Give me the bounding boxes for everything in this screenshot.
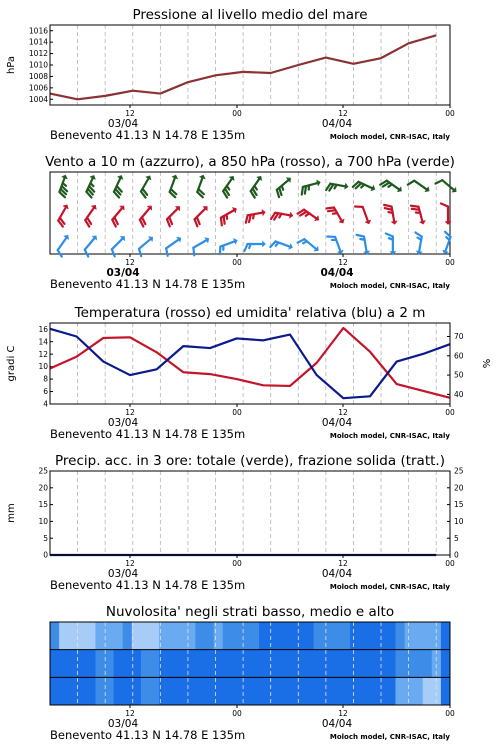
x-date-label: 04/04 [321,568,353,580]
cloud-cell [123,650,133,678]
y-axis-label: mm [6,503,17,523]
cloud-cell [377,650,387,678]
cloud-cell [95,650,105,678]
y-tick-label: 5 [43,533,48,543]
x-date-label: 04/04 [321,718,353,730]
wind-barb [298,239,319,251]
model-credit: Moloch model, CNR-ISAC, Italy [329,432,450,440]
wind-barb [85,205,96,226]
cloud-cell [405,622,415,650]
cloud-cell [77,650,87,678]
x-tick-label: 00 [445,258,455,267]
wind-barb [328,237,344,254]
cloud-cell [223,622,233,650]
cloud-cell [414,622,424,650]
wind-barb [270,241,292,249]
x-tick-label: 12 [125,109,135,118]
cloud-cell [50,622,60,650]
cloud-cell [223,677,233,705]
wind-barb [114,175,123,197]
cloud-cell [314,622,324,650]
cloud-cell [214,622,224,650]
wind-barb [380,181,401,192]
cloud-cell [123,622,133,650]
wind-barb [85,236,97,257]
cloud-cell [259,650,269,678]
x-date-label: 03/04 [106,267,140,279]
cloud-cell [168,622,178,650]
cloud-cell [141,622,151,650]
y-tick-label: 12 [38,349,48,359]
cloud-cell [350,622,360,650]
cloud-cell [395,677,405,705]
x-date-label: 04/04 [321,417,353,429]
cloud-cell [368,622,378,650]
cloud-cell [59,677,69,705]
cloud-cell [105,650,115,678]
cloud-cell [386,650,396,678]
wind-barb [251,176,262,197]
y-tick-label-right: 0 [454,550,459,560]
chart-title: Nuvolosita' negli strati basso, medio e alto [105,604,395,620]
cloud-cell [259,677,269,705]
cloud-cell [277,677,287,705]
wind-barb [415,232,422,254]
y-tick-label: 0 [43,550,48,560]
wind-barb [167,207,180,227]
location-footer: Benevento 41.13 N 14.78 E 135m [50,578,246,592]
chart-title: Pressione al livello medio del mare [132,7,368,23]
wind-barb [408,181,429,192]
cloud-cell [141,650,151,678]
wind-barb [223,176,234,197]
wind-barb [355,207,371,224]
wind-barb [386,234,396,255]
y-tick-label-right: 60 [454,351,464,361]
cloud-cell [295,622,305,650]
cloud-cell [305,650,315,678]
cloud-cell [59,622,69,650]
cloud-cell [341,677,351,705]
y-tick-label: 25 [38,466,48,476]
wind-barb [170,175,178,197]
wind-barb [193,238,209,256]
y-tick-label: 10 [38,517,48,526]
cloud-cell [305,677,315,705]
wind-barb [197,175,205,197]
x-tick-label: 00 [232,559,242,568]
y-tick-label: 14 [38,337,48,347]
panel-frame [50,323,450,404]
x-tick-label: 12 [338,109,348,118]
cloud-cell [177,650,187,678]
cloud-cell [250,622,260,650]
x-date-label: 03/04 [107,118,139,130]
cloud-cell [177,622,187,650]
cloud-cell [386,677,396,705]
cloud-cell [368,650,378,678]
chart-title: Temperatura (rosso) ed umidita' relativa (blu) a 2 m [74,305,426,321]
wind-barb [271,212,293,219]
x-tick-label: 00 [232,709,242,718]
wind-barb [221,208,237,226]
wind-barb [411,206,425,224]
location-footer: Benevento 41.13 N 14.78 E 135m [50,128,246,142]
x-tick-label: 00 [445,408,455,417]
wind-barb [166,237,181,256]
cloud-cell [68,622,78,650]
y-tick-label: 6 [43,387,48,397]
cloud-cell [414,650,424,678]
cloud-cell [286,650,296,678]
cloud-cell [232,677,242,705]
cloud-cell [377,622,387,650]
cloud-cell [68,677,78,705]
cloud-cell [241,650,251,678]
cloud-cell [377,677,387,705]
cloud-cell [114,677,124,705]
cloud-cell [205,677,215,705]
cloud-cell [314,650,324,678]
cloud-cell [241,677,251,705]
cloud-cell [77,677,87,705]
cloud-cell [368,677,378,705]
y-tick-label: 1008 [28,72,48,82]
wind-barb [326,208,344,224]
cloud-cell [268,650,278,678]
cloud-cell [214,650,224,678]
model-credit: Moloch model, CNR-ISAC, Italy [329,583,450,591]
cloud-cell [205,622,215,650]
y-tick-label-right: 10 [454,517,464,526]
cloud-cell [141,677,151,705]
cloud-cell [332,677,342,705]
y-tick-label: 8 [43,374,48,384]
x-tick-label: 00 [445,559,455,568]
panel-frame [50,471,450,555]
cloud-cell [305,622,315,650]
wind-barb [353,182,375,191]
x-tick-label: 12 [125,258,135,267]
cloud-cell [441,650,451,678]
x-date-label: 04/04 [320,267,354,279]
cloud-cell [50,650,60,678]
panel-frame [50,25,450,105]
y-tick-label-right: 50 [454,370,464,380]
y-tick-label-right: 70 [454,332,464,342]
model-credit: Moloch model, CNR-ISAC, Italy [329,133,450,141]
cloud-cell [59,650,69,678]
wind-barb [246,210,265,223]
wind-barb [59,175,67,197]
x-date-label: 03/04 [107,568,139,580]
wind-barbs-1 [58,204,451,227]
cloud-cell [350,677,360,705]
cloud-cell [50,677,60,705]
y-tick-label: 4 [43,399,48,409]
cloud-cell [223,650,233,678]
wind-barbs-2 [58,232,451,257]
chart-title: Precip. acc. in 3 ore: totale (verde), frazione solida (tratt.) [55,453,445,469]
y-tick-label-right: 5 [454,533,459,543]
cloud-cell [423,622,433,650]
x-tick-label: 12 [125,559,135,568]
cloud-cell [195,650,205,678]
cloud-cell [195,622,205,650]
y-axis-label: gradi C [6,345,17,382]
wind-barb [298,210,319,221]
wind-barb [195,207,208,227]
cloud-cell [250,650,260,678]
cloud-cell [395,622,405,650]
wind-barb [443,232,451,254]
cloud-cell [341,650,351,678]
cloud-cell [268,677,278,705]
wind-barb [326,183,348,190]
location-footer: Benevento 41.13 N 14.78 E 135m [50,277,246,291]
cloud-cell [441,622,451,650]
y-tick-label: 10 [38,362,48,372]
cloud-cell [132,622,142,650]
cloud-cell [150,622,160,650]
wind-barb [58,205,68,227]
cloud-cell [395,650,405,678]
wind-barb [58,235,69,256]
cloud-cell [177,677,187,705]
cloud-cell [132,650,142,678]
cloud-cell [405,650,415,678]
cloud-cell [323,650,333,678]
chart-title: Vento a 10 m (azzurro), a 850 hPa (rosso), a 700 hPa (verde) [45,154,455,170]
cloud-cell [232,650,242,678]
cloud-cell [232,622,242,650]
cloud-cell [150,677,160,705]
cloud-cell [332,622,342,650]
cloud-cell [132,677,142,705]
cloud-cell [68,650,78,678]
cloud-cell [323,677,333,705]
wind-barb [277,178,291,197]
cloud-cell [423,677,433,705]
x-tick-label: 00 [445,109,455,118]
y-tick-label: 16 [38,324,48,334]
cloud-cell [195,677,205,705]
humidity-line [50,329,450,398]
cloud-cell [314,677,324,705]
x-tick-label: 00 [232,408,242,417]
x-date-label: 03/04 [107,417,139,429]
model-credit: Moloch model, CNR-ISAC, Italy [329,733,450,741]
cloud-cell [295,677,305,705]
location-footer: Benevento 41.13 N 14.78 E 135m [50,427,246,441]
cloud-cell [95,622,105,650]
cloud-cell [150,650,160,678]
x-tick-label: 12 [338,408,348,417]
x-tick-label: 00 [445,709,455,718]
cloud-cell [405,677,415,705]
cloud-cell [259,622,269,650]
cloud-cell [432,650,442,678]
cloud-cell [250,677,260,705]
y-tick-label: 15 [38,500,48,510]
y-tick-label-right: 20 [454,483,464,493]
x-tick-label: 12 [338,559,348,568]
wind-barb [245,241,266,251]
y-tick-label: 1012 [28,49,48,59]
y-tick-label: 1010 [28,60,48,70]
cloud-cell [241,622,251,650]
y-tick-label-right: 25 [454,466,464,476]
cloud-cell [359,677,369,705]
cloud-cell [423,650,433,678]
cloud-cell [168,677,178,705]
cloud-cell [105,677,115,705]
cloud-cell [341,622,351,650]
x-tick-label: 00 [232,258,242,267]
cloud-cell [359,650,369,678]
x-tick-label: 12 [125,408,135,417]
cloud-cell [114,622,124,650]
wind-barb [112,237,125,257]
x-date-label: 03/04 [107,718,139,730]
cloud-cell [332,650,342,678]
cloud-cell [268,622,278,650]
cloud-cell [414,677,424,705]
wind-barb [141,176,151,198]
wind-barbs-0 [59,175,456,197]
cloud-cell [432,622,442,650]
cloud-cell [105,622,115,650]
cloud-cell [205,650,215,678]
y-axis-label-right: % [482,358,493,369]
y-tick-label: 1014 [28,37,48,47]
y-tick-label: 1006 [28,83,48,93]
cloud-cell [286,677,296,705]
x-tick-label: 00 [232,109,242,118]
wind-barb [140,206,152,227]
wind-barb [220,239,237,255]
cloud-cell [277,622,287,650]
x-tick-label: 12 [338,709,348,718]
y-tick-label-right: 40 [454,389,464,399]
wind-barb [86,175,95,197]
cloud-cell [86,622,96,650]
cloud-cell [441,677,451,705]
cloud-cell [359,622,369,650]
model-credit: Moloch model, CNR-ISAC, Italy [329,282,450,290]
location-footer: Benevento 41.13 N 14.78 E 135m [50,728,246,742]
cloud-cell [214,677,224,705]
cloud-cell [86,650,96,678]
y-axis-label: hPa [6,55,17,75]
x-tick-label: 12 [125,709,135,718]
cloud-cell [432,677,442,705]
cloud-cell [95,677,105,705]
y-tick-label: 20 [38,483,48,493]
cloud-cell [350,650,360,678]
y-tick-label: 1004 [28,94,48,104]
x-date-label: 04/04 [321,118,353,130]
wind-barb [302,180,320,194]
cloud-cell [323,622,333,650]
cloud-cell [114,650,124,678]
cloud-cell [168,650,178,678]
cloud-cell [286,622,296,650]
cloud-cell [277,650,287,678]
cloud-cell [86,677,96,705]
wind-barb [139,237,153,256]
y-tick-label: 1016 [28,26,48,36]
wind-barb [435,180,456,192]
cloud-cell [77,622,87,650]
y-tick-label-right: 15 [454,500,464,510]
x-tick-label: 12 [338,258,348,267]
cloud-cell [295,650,305,678]
cloud-cell [123,677,133,705]
cloud-cell [386,622,396,650]
wind-barb [384,205,397,224]
wind-barb [112,206,124,227]
wind-barb [357,235,370,254]
